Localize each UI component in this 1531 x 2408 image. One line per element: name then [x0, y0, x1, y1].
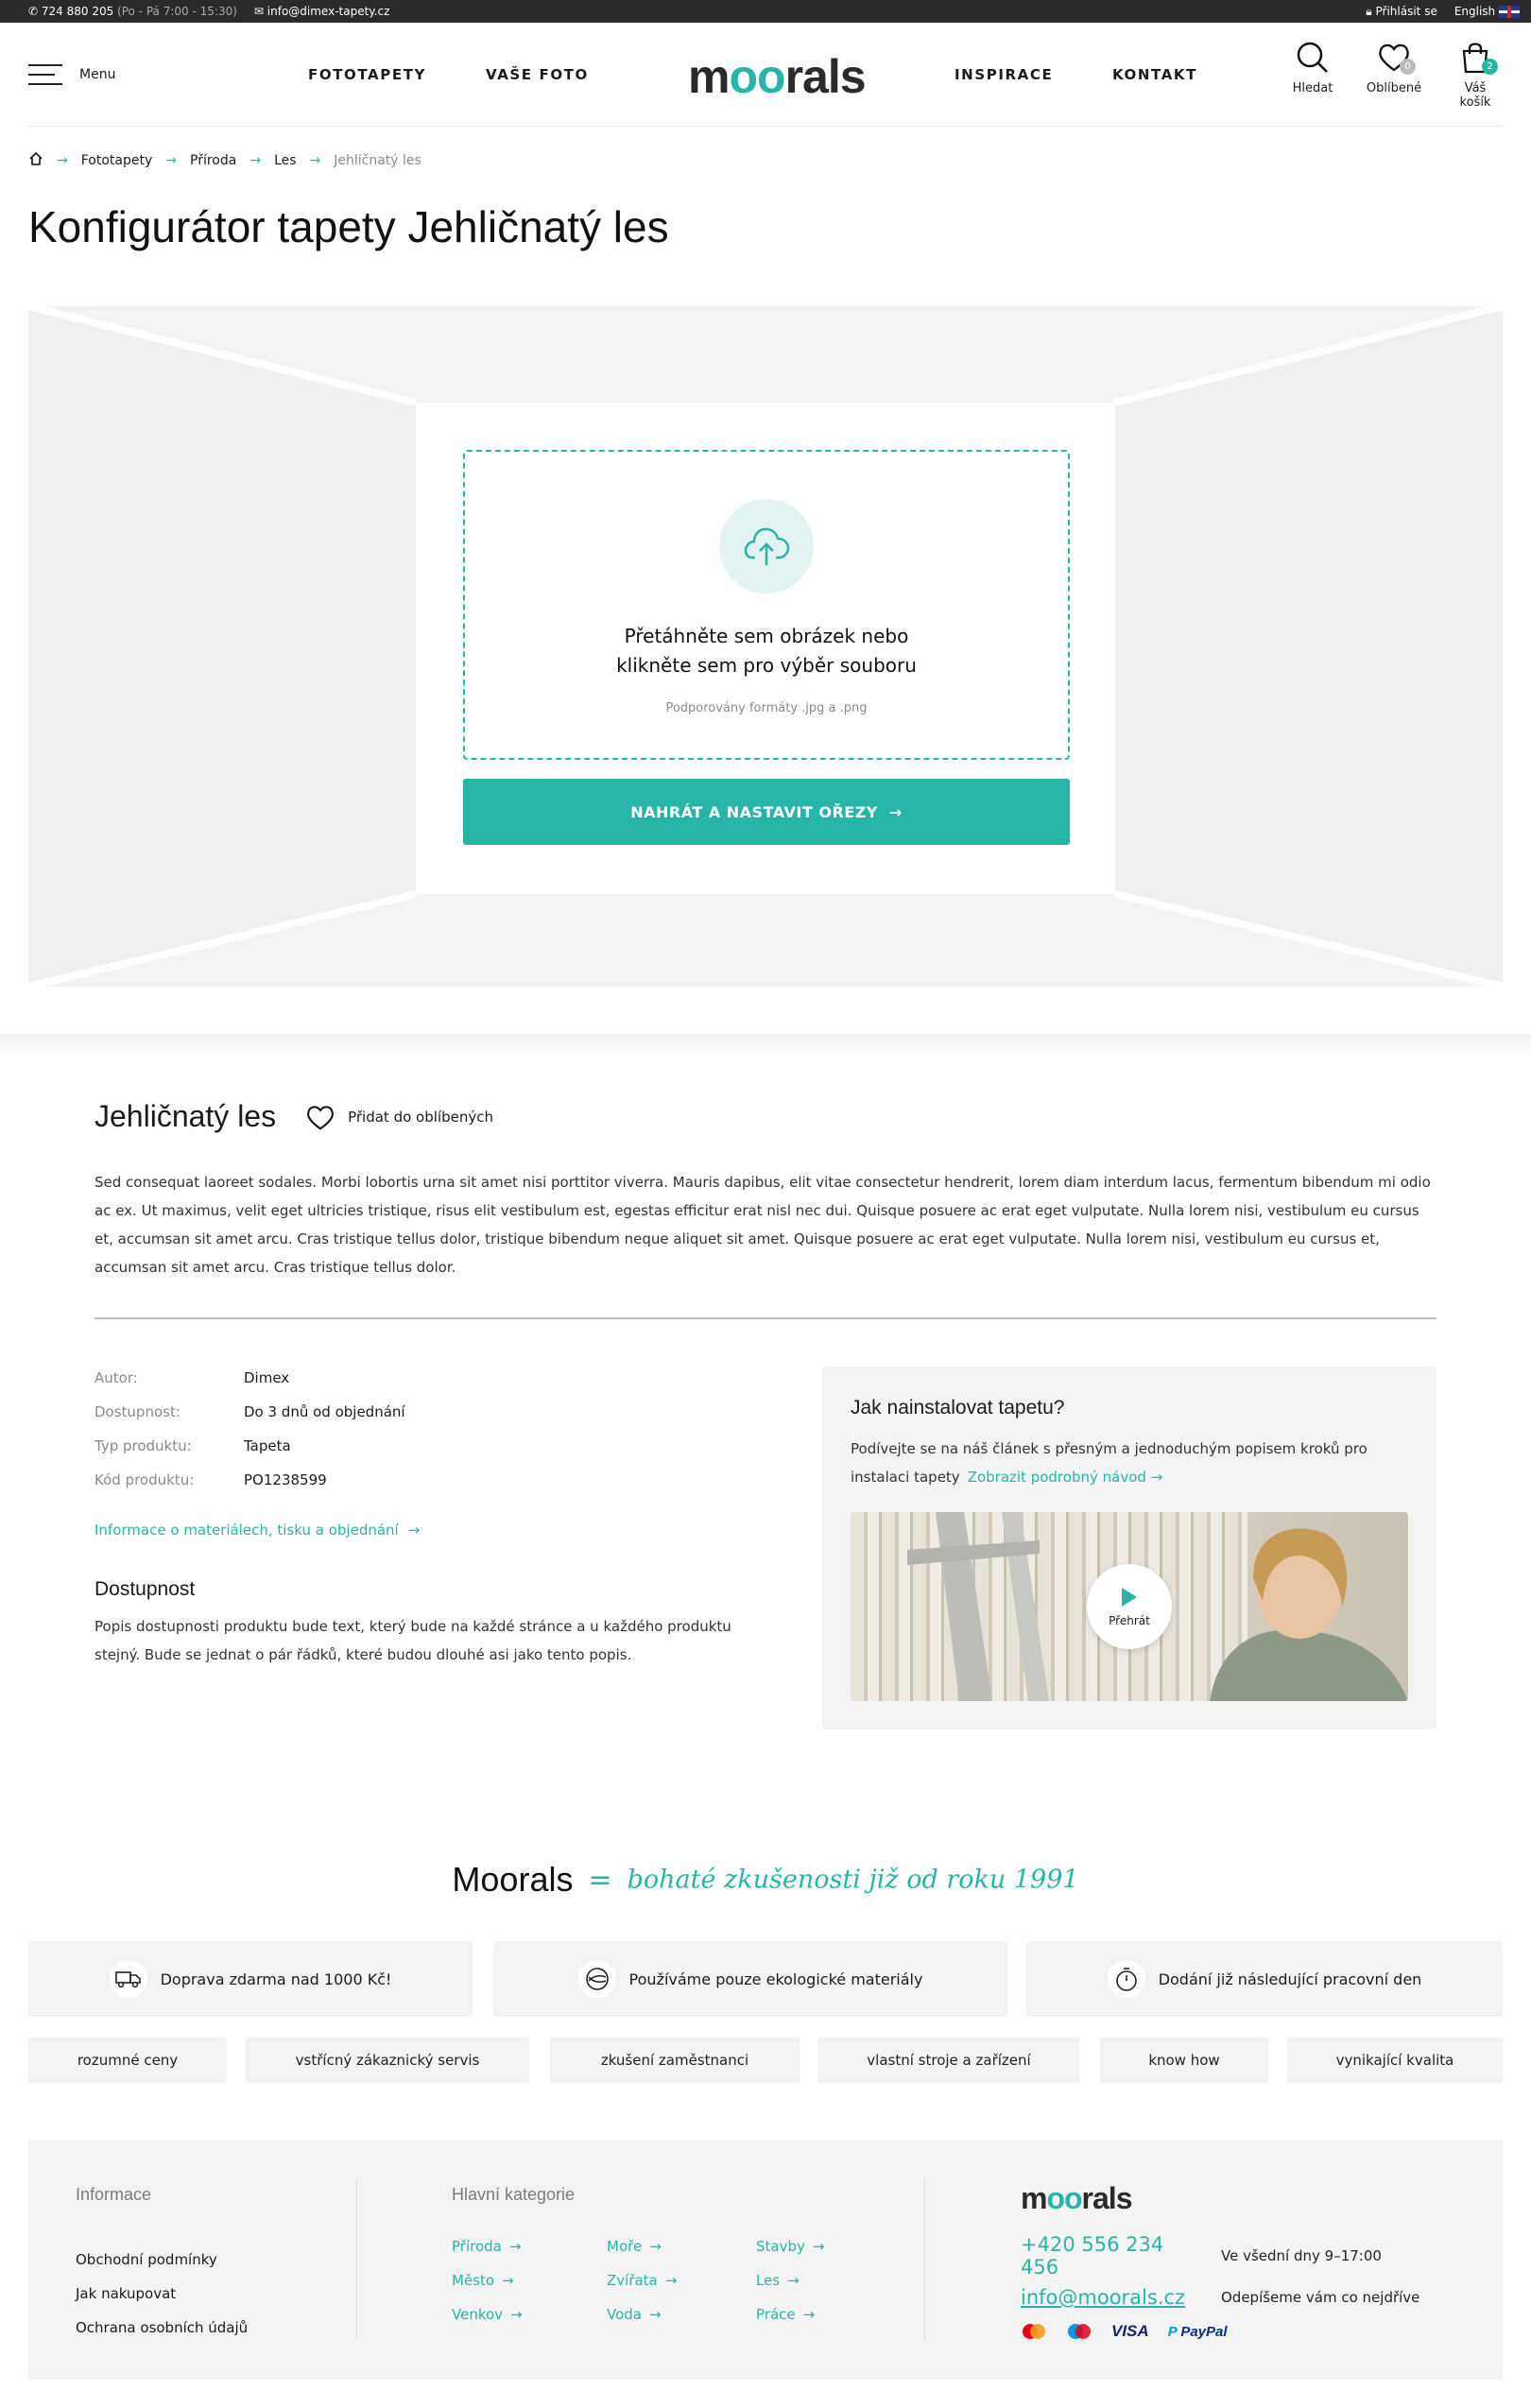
favorites-button[interactable]	[1367, 40, 1421, 110]
menu-button[interactable]	[28, 64, 115, 85]
install-description: Podívejte se na náš článek s přesným a jednoduchým popisem kroků pro instalaci tapety	[851, 1440, 1368, 1486]
logo-part: m	[688, 50, 730, 103]
availability-text: Popis dostupnosti produktu bude text, který bude na každé stránce a u každého produktu stejný. Bude se jednat o pár řádků, které budou dlouhé asi jako tento popis.	[95, 1618, 731, 1663]
arrow-right-icon: →	[249, 153, 262, 168]
footer-link-terms[interactable]: Obchodní podmínky	[76, 2251, 217, 2268]
search-button[interactable]	[1285, 40, 1340, 110]
chip: know how	[1100, 2038, 1268, 2083]
footer-phone[interactable]: +420 556 234 456	[1021, 2233, 1164, 2279]
spec-key: Autor:	[95, 1369, 138, 1386]
install-text	[851, 1435, 1380, 1491]
arrow-right-icon: →	[57, 153, 68, 168]
cart-count-badge: 2	[1482, 59, 1498, 75]
nav-item-vase-foto[interactable]	[486, 23, 589, 127]
header-tools	[1285, 40, 1503, 110]
breadcrumb-les[interactable]: Les	[274, 153, 297, 168]
footer-cat-les[interactable]	[756, 2272, 800, 2289]
spec-row	[95, 1429, 405, 1463]
arrow-right-icon: →	[165, 153, 177, 168]
room-preview	[28, 306, 1503, 987]
footer-info	[76, 2185, 248, 2345]
email-address: info@dimex-tapety.cz	[267, 5, 390, 18]
language-switch[interactable]	[1454, 5, 1520, 18]
nav-item-kontakt[interactable]	[1112, 23, 1197, 127]
paypal-label: PayPal	[1180, 2323, 1228, 2340]
supported-formats: Podporovány formáty .jpg a .png	[665, 701, 868, 715]
logo-part: rals	[784, 50, 866, 103]
phone-icon: ✆	[28, 5, 39, 18]
footer-categories-title: Hlavní kategorie	[452, 2185, 576, 2204]
upload-button[interactable]	[463, 779, 1070, 845]
arrow-right-icon: →	[309, 153, 321, 168]
search-icon	[1295, 40, 1331, 76]
divider	[95, 1317, 1436, 1319]
tagline-script: bohaté zkušenosti již od roku 1991	[627, 1865, 1079, 1895]
footer-logo[interactable]	[1021, 2181, 1419, 2216]
arrow-right-icon: →	[649, 2238, 662, 2255]
install-title: Jak nainstalovat tapetu?	[851, 1397, 1065, 1419]
install-guide-label: Zobrazit podrobný návod	[967, 1469, 1146, 1486]
maestro-icon	[1066, 2323, 1092, 2340]
section-shadow	[0, 1034, 1531, 1057]
menu-label: Menu	[79, 66, 116, 82]
benefit-label: Doprava zdarma nad 1000 Kč!	[160, 1969, 392, 1988]
chip: rozumné ceny	[28, 2038, 227, 2083]
upload-button-label: NAHRÁT A NASTAVIT OŘEZY	[630, 802, 878, 821]
spec-value: Dimex	[244, 1369, 290, 1386]
phone-hours: (Po - Pá 7:00 - 15:30)	[117, 5, 237, 18]
dropzone-instructions	[465, 622, 1068, 680]
benefits-row	[28, 1941, 1503, 2017]
favorites-label: Oblíbené	[1366, 81, 1422, 95]
breadcrumb-fototapety[interactable]: Fototapety	[80, 153, 153, 168]
cart-label: Váš košík	[1459, 81, 1491, 110]
top-bar	[0, 0, 1531, 23]
logo-part: oo	[729, 50, 785, 103]
language-label: English	[1454, 5, 1496, 18]
spec-value: Do 3 dnů od objednání	[244, 1403, 405, 1420]
logo-part: oo	[1046, 2181, 1082, 2215]
chip: vstřícný zákaznický servis	[246, 2038, 529, 2083]
footer-categories	[452, 2185, 575, 2243]
arrow-right-icon: →	[802, 2306, 816, 2323]
arrow-right-icon: →	[502, 2272, 514, 2289]
benefit-label: Dodání již následující pracovní den	[1158, 1969, 1422, 1988]
install-guide-card	[822, 1367, 1436, 1729]
arrow-right-icon: →	[510, 2306, 523, 2323]
footer-link-how-to-buy[interactable]: Jak nakupovat	[76, 2285, 177, 2302]
spec-row	[95, 1361, 405, 1395]
file-dropzone[interactable]	[463, 450, 1070, 760]
footer-email[interactable]: info@moorals.cz	[1021, 2286, 1186, 2309]
home-icon[interactable]	[28, 151, 43, 170]
upload-panel	[416, 403, 1115, 894]
footer-email-row	[1021, 2286, 1419, 2309]
category-label: Práce	[756, 2306, 796, 2323]
install-video[interactable]	[851, 1512, 1408, 1701]
visa-icon: VISA	[1111, 2322, 1149, 2340]
footer-link-privacy[interactable]: Ochrana osobních údajů	[76, 2319, 249, 2336]
footer-cat-prace[interactable]	[756, 2306, 815, 2323]
footer-email-note: Odepíšeme vám co nejdříve	[1221, 2289, 1420, 2306]
spec-row	[95, 1395, 405, 1429]
category-label: Voda	[607, 2306, 642, 2323]
arrow-right-icon: →	[812, 2238, 825, 2255]
footer-info-title: Informace	[76, 2185, 152, 2204]
truck-icon	[110, 1960, 147, 1998]
chip: zkušení zaměstnanci	[550, 2038, 800, 2083]
category-label: Město	[452, 2272, 495, 2289]
play-label: Přehrát	[1109, 1614, 1150, 1627]
category-label: Příroda	[452, 2238, 502, 2255]
footer-cat-venkov[interactable]	[452, 2306, 523, 2323]
nav-label: FOTOTAPETY	[308, 66, 426, 83]
site-logo[interactable]	[688, 49, 866, 104]
breadcrumb-current: Jehličnatý les	[334, 153, 421, 168]
tagline-brand: Moorals	[452, 1860, 574, 1899]
product-specs	[95, 1361, 405, 1497]
tagline-equals: =	[588, 1863, 612, 1897]
footer-divider	[924, 2179, 925, 2340]
payment-methods	[1021, 2322, 1419, 2341]
benefit-label: Používáme pouze ekologické materiály	[628, 1969, 923, 1988]
logo-part: rals	[1081, 2181, 1132, 2215]
spec-key: Kód produktu:	[95, 1471, 195, 1488]
phone-number: 724 880 205	[41, 5, 114, 18]
mastercard-icon	[1021, 2323, 1047, 2340]
arrow-right-icon: →	[787, 2272, 800, 2289]
arrow-right-icon: →	[1150, 1469, 1163, 1486]
breadcrumb-priroda[interactable]: Příroda	[190, 153, 237, 168]
benefit-next-day	[1026, 1941, 1503, 2017]
footer-phone-row	[1021, 2233, 1419, 2279]
nav-item-inspirace[interactable]	[955, 23, 1053, 127]
materials-info-link[interactable]	[95, 1522, 420, 1539]
benefit-free-shipping	[28, 1941, 473, 2017]
arrow-right-icon: →	[664, 2272, 678, 2289]
feature-chips	[28, 2038, 1503, 2083]
product-name: Jehličnatý les	[95, 1099, 277, 1133]
footer-divider	[356, 2179, 357, 2340]
nav-item-fototapety[interactable]	[308, 23, 426, 127]
footer-cat-priroda[interactable]	[452, 2238, 521, 2255]
footer-cat-more[interactable]	[607, 2238, 662, 2255]
breadcrumb	[28, 151, 421, 170]
category-label: Les	[756, 2272, 781, 2289]
footer-cat-voda[interactable]	[607, 2306, 662, 2323]
product-header	[95, 1099, 493, 1134]
site-footer	[28, 2140, 1503, 2380]
play-button[interactable]	[1087, 1564, 1172, 1649]
stopwatch-icon	[1108, 1960, 1145, 1998]
favorites-count-badge: 0	[1400, 59, 1416, 75]
availability-title: Dostupnost	[95, 1578, 196, 1600]
category-label: Moře	[607, 2238, 643, 2255]
nav-label: INSPIRACE	[955, 66, 1054, 83]
nav-label: VAŠE FOTO	[486, 66, 589, 83]
cloud-upload-icon	[719, 499, 814, 593]
spec-value: PO1238599	[244, 1471, 327, 1488]
install-guide-link[interactable]	[968, 1469, 1163, 1486]
add-to-favorites-label: Přidat do oblíbených	[348, 1108, 493, 1126]
eco-icon	[578, 1960, 616, 1998]
benefit-eco-materials	[493, 1941, 1007, 2017]
phone-contact[interactable]	[28, 5, 237, 18]
login-link[interactable]	[1366, 5, 1437, 19]
arrow-right-icon: →	[508, 2238, 522, 2255]
woman-graphic	[1191, 1512, 1408, 1701]
search-label: Hledat	[1292, 81, 1333, 95]
availability-section	[95, 1578, 756, 1669]
category-label: Stavby	[756, 2238, 805, 2255]
category-label: Venkov	[452, 2306, 504, 2323]
arrow-right-icon: →	[888, 802, 903, 821]
heart-icon	[304, 1103, 336, 1131]
cart-button[interactable]	[1448, 40, 1503, 110]
logo-part: m	[1021, 2181, 1047, 2215]
spec-row	[95, 1463, 405, 1497]
add-to-favorites-button[interactable]	[304, 1103, 493, 1131]
spec-value: Tapeta	[244, 1437, 291, 1454]
lock-icon: 🔒︎	[1366, 4, 1372, 18]
dropzone-line-1: Přetáhněte sem obrázek nebo	[624, 625, 909, 647]
category-label: Zvířata	[607, 2272, 658, 2289]
tagline	[0, 1860, 1531, 1900]
footer-contact	[1021, 2181, 1419, 2341]
footer-cat-mesto[interactable]	[452, 2272, 514, 2289]
ladder-graphic	[907, 1512, 1068, 1701]
product-description: Sed consequat laoreet sodales. Morbi lobortis urna sit amet nisi porttitor viverra. Mauris dapibus, elit vitae consectetur hendrerit, lorem diam interdum lacus, fermentum bibendum mi odio ac ex. Ut maximus, velit eget ultricies tristique, risus elit vestibulum est, egestas efficitur erat nisl nec dui. Quisque posuere ac erat eget vulputate. Nulla lorem nisi, vestibulum eu cursus et, accumsan sit amet arcu. Cras tristique tellus dolor, tristique bibendum neque aliquet sit amet. Quisque posuere ac erat eget vulputate. Nulla lorem nisi, vestibulum eu cursus et, accumsan sit amet arcu. Cras tristique tellus dolor.	[95, 1174, 1431, 1276]
arrow-right-icon: →	[649, 2306, 662, 2323]
footer-phone-note: Ve všední dny 9–17:00	[1221, 2247, 1382, 2264]
materials-info-label: Informace o materiálech, tisku a objednání	[95, 1522, 399, 1539]
uk-flag-icon	[1499, 6, 1520, 18]
nav-label: KONTAKT	[1112, 66, 1197, 83]
play-icon	[1120, 1586, 1139, 1608]
dropzone-line-2: klikněte sem pro výběr souboru	[616, 654, 917, 677]
footer-cat-stavby[interactable]	[756, 2238, 824, 2255]
page-title: Konfigurátor tapety Jehličnatý les	[28, 202, 669, 251]
mail-icon: ✉	[253, 5, 264, 18]
login-label: Přihlásit se	[1375, 4, 1437, 18]
hamburger-icon	[28, 64, 62, 85]
spec-key: Dostupnost:	[95, 1403, 181, 1420]
footer-cat-zvirata[interactable]	[607, 2272, 677, 2289]
chip: vynikající kvalita	[1287, 2038, 1503, 2083]
paypal-icon: P PayPal	[1167, 2323, 1228, 2340]
arrow-right-icon: →	[407, 1522, 421, 1539]
spec-key: Typ produktu:	[95, 1437, 192, 1454]
site-header	[28, 23, 1503, 127]
chip: vlastní stroje a zařízení	[818, 2038, 1079, 2083]
email-contact[interactable]	[254, 5, 390, 18]
